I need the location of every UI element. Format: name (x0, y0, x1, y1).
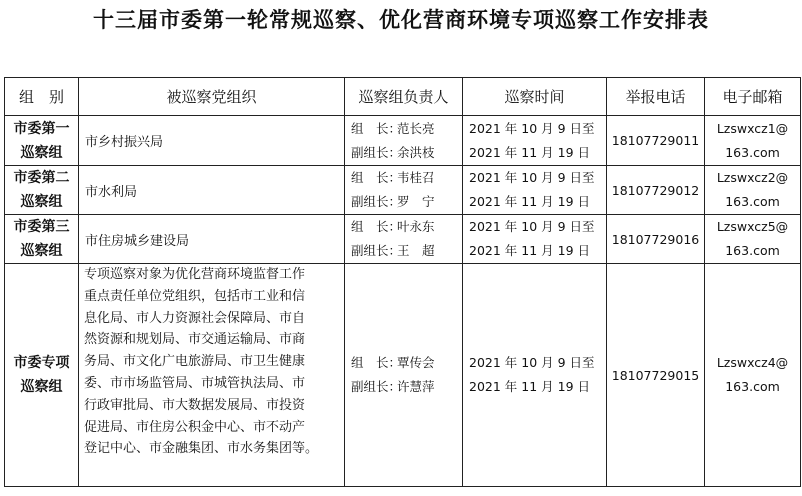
email-cell (705, 116, 801, 166)
group-name-line2: 巡察组 (20, 379, 63, 395)
email-line2: 163.com (725, 144, 780, 160)
email-line1: Lzswxcz1@ (716, 120, 789, 136)
time-start: 2021 年 10 月 9 日至 (469, 120, 595, 136)
document-title: 十三届市委第一轮常规巡察、优化营商环境专项巡察工作安排表 (93, 7, 709, 32)
group-name-line1: 市委第一 (13, 120, 70, 137)
group-cell (5, 264, 79, 487)
email-line2: 163.com (725, 243, 780, 258)
time-cell (463, 264, 607, 487)
leader-name: 韦桂召 (397, 170, 435, 185)
time-cell (463, 166, 607, 215)
time-start: 2021 年 10 月 9 日至 (469, 170, 595, 185)
organization-text-line: 专项巡察对象为优化营商环境监督工作 (84, 267, 306, 282)
group-cell (5, 166, 79, 215)
header-phone: 举报电话 (607, 78, 705, 116)
table-row (5, 215, 801, 264)
time-start: 2021 年 10 月 9 日至 (469, 355, 595, 370)
table-row (5, 264, 801, 487)
deputy-name: 王 超 (397, 243, 435, 258)
email-cell (705, 166, 801, 215)
organization-text-line: 务局、市文化广电旅游局、市卫生健康 (84, 354, 306, 370)
time-end: 2021 年 11 月 19 日 (469, 144, 590, 160)
organization-text-line: 委、市市场监管局、市城管执法局、市 (84, 375, 306, 391)
time-cell (463, 116, 607, 166)
table-header-row (5, 78, 801, 116)
group-cell (5, 116, 79, 166)
time-end: 2021 年 11 月 19 日 (469, 379, 590, 394)
email-cell (705, 264, 801, 487)
deputy-label: 副组长： (351, 243, 402, 258)
email-line1: Lzswxcz2@ (716, 170, 789, 185)
leader-cell (345, 116, 463, 166)
header-email: 电子邮箱 (705, 78, 801, 116)
leader-cell (345, 264, 463, 487)
leader-label: 组 长： (351, 219, 402, 234)
leader-label: 组 长： (351, 355, 402, 370)
header-group: 组 别 (5, 78, 79, 116)
deputy-label: 副组长： (351, 379, 402, 394)
time-cell (463, 215, 607, 264)
time-start: 2021 年 10 月 9 日至 (469, 219, 595, 234)
organization-cell: 市水利局 (79, 166, 345, 215)
table-row (5, 166, 801, 215)
group-name-line2: 巡察组 (20, 243, 63, 259)
group-name-line1: 市委专项 (13, 355, 70, 371)
organization-cell (79, 264, 345, 487)
email-line1: Lzswxcz5@ (716, 219, 789, 234)
leader-name: 覃传会 (397, 355, 435, 370)
time-end: 2021 年 11 月 19 日 (469, 194, 590, 209)
time-end: 2021 年 11 月 19 日 (469, 243, 590, 258)
table-row (5, 116, 801, 166)
phone-cell: 18107729011 (607, 116, 705, 166)
organization-text-line: 促进局、市住房公积金中心、市不动产 (84, 419, 306, 435)
deputy-name: 罗 宁 (397, 194, 435, 209)
header-leader: 巡察组负责人 (345, 78, 463, 116)
organization-cell: 市乡村振兴局 (79, 116, 345, 166)
deputy-name: 余洪枝 (397, 144, 435, 160)
phone-cell: 18107729012 (607, 166, 705, 215)
email-cell (705, 215, 801, 264)
organization-text-line: 息化局、市人力资源社会保障局、市自 (84, 310, 306, 326)
organization-text-line: 然资源和规划局、市交通运输局、市商 (84, 332, 306, 348)
schedule-table (4, 77, 801, 487)
group-name-line2: 巡察组 (20, 194, 63, 210)
organization-cell: 市住房城乡建设局 (79, 215, 345, 264)
deputy-label: 副组长： (351, 144, 402, 160)
phone-cell: 18107729015 (607, 264, 705, 487)
deputy-label: 副组长： (351, 194, 402, 209)
email-line2: 163.com (725, 379, 780, 394)
leader-label: 组 长： (351, 170, 402, 185)
group-name-line1: 市委第三 (13, 219, 70, 235)
leader-name: 范长亮 (397, 120, 435, 136)
leader-cell (345, 215, 463, 264)
header-organization: 被巡察党组织 (79, 78, 345, 116)
organization-text-line: 登记中心、市金融集团、市水务集团等。 (84, 441, 319, 457)
organization-text-line: 重点责任单位党组织，包括市工业和信 (84, 288, 306, 304)
organization-text-line: 行政审批局、市大数据发展局、市投资 (84, 397, 306, 413)
email-line2: 163.com (725, 194, 780, 209)
group-cell (5, 215, 79, 264)
phone-cell: 18107729016 (607, 215, 705, 264)
group-name-line1: 市委第二 (13, 170, 70, 186)
leader-name: 叶永东 (397, 219, 435, 234)
leader-label: 组 长： (351, 120, 402, 136)
leader-cell (345, 166, 463, 215)
email-line1: Lzswxcz4@ (716, 355, 789, 370)
header-time: 巡察时间 (463, 78, 607, 116)
deputy-name: 许慧萍 (397, 379, 435, 394)
group-name-line2: 巡察组 (20, 144, 63, 161)
